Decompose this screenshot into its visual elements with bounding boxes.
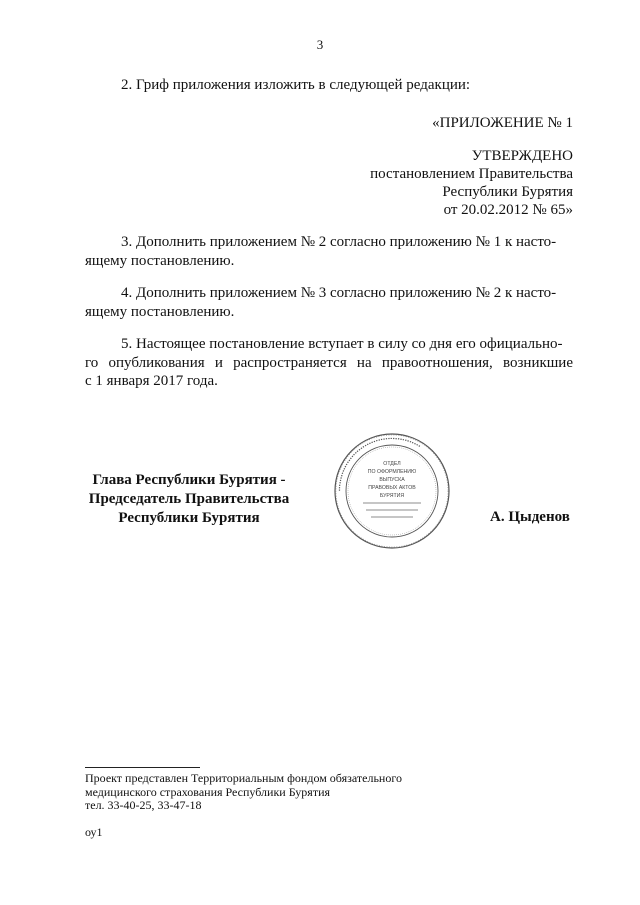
signatory-name: А. Цыденов <box>490 509 570 525</box>
approval-line-1: постановлением Правительства <box>370 166 573 182</box>
footnote-line-1: Проект представлен Территориальным фондом обязательного <box>85 771 402 785</box>
item-2-paragraph <box>85 76 573 95</box>
footnote-line-3: тел. 33-40-25, 33-47-18 <box>85 798 202 812</box>
footnote-divider <box>85 767 200 768</box>
svg-text:▪▪▪▪▪▪▪▪▪▪▪▪▪▪▪▪▪▪▪▪▪▪▪▪▪▪▪▪▪▪: ▪▪▪▪▪▪▪▪▪▪▪▪▪▪▪▪▪▪▪▪▪▪▪▪▪▪▪▪▪▪▪▪▪▪▪▪▪▪▪▪▪▪▪▪▪▪ <box>336 435 422 492</box>
page-number: 3 <box>316 37 324 52</box>
signatory-title-line-3: Республики Бурятия <box>118 510 260 526</box>
seal-text-5: БУРЯТИЯ <box>379 493 405 499</box>
signatory-title-line-2: Председатель Правительства <box>88 491 290 507</box>
item-5-line-1: 5. Настоящее постановление вступает в силу со дня его официально- <box>121 336 563 352</box>
approval-line-2: Республики Бурятия <box>442 184 573 200</box>
item-3-line-2: ящему постановлению. <box>85 252 235 269</box>
item-5-paragraph <box>85 335 573 391</box>
document-code: оу1 <box>85 825 103 839</box>
item-3-paragraph <box>85 233 573 270</box>
item-4-line-1: 4. Дополнить приложением № 3 согласно приложению № 2 к насто- <box>121 285 557 301</box>
appendix-title: «ПРИЛОЖЕНИЕ № 1 <box>432 115 573 131</box>
approval-line-3: от 20.02.2012 № 65» <box>443 202 573 218</box>
official-seal <box>333 432 451 550</box>
item-4-paragraph <box>85 284 573 321</box>
seal-text-1: ОТДЕЛ <box>383 461 401 467</box>
item-5-line-2: го опубликования и распространяется на правоотношения, возникшие <box>85 354 573 371</box>
item-2-text: 2. Гриф приложения изложить в следующей редакции: <box>121 77 471 93</box>
seal-text-4: ПРАВОВЫХ АКТОВ <box>368 485 416 491</box>
signatory-title-line-1: Глава Республики Бурятия - <box>92 472 286 488</box>
seal-text-3: ВЫПУСКА <box>379 477 405 483</box>
signatory-title <box>78 471 300 528</box>
seal-text-2: ПО ОФОРМЛЕНИЮ <box>367 469 417 475</box>
item-4-line-2: ящему постановлению. <box>85 303 235 320</box>
item-5-line-3: с 1 января 2017 года. <box>85 373 218 389</box>
approval-heading: УТВЕРЖДЕНО <box>471 148 573 164</box>
item-3-line-1: 3. Дополнить приложением № 2 согласно приложению № 1 к насто- <box>121 234 557 250</box>
footnote-line-2: медицинского страхования Республики Бурятия <box>85 784 331 799</box>
footnote <box>85 772 402 813</box>
